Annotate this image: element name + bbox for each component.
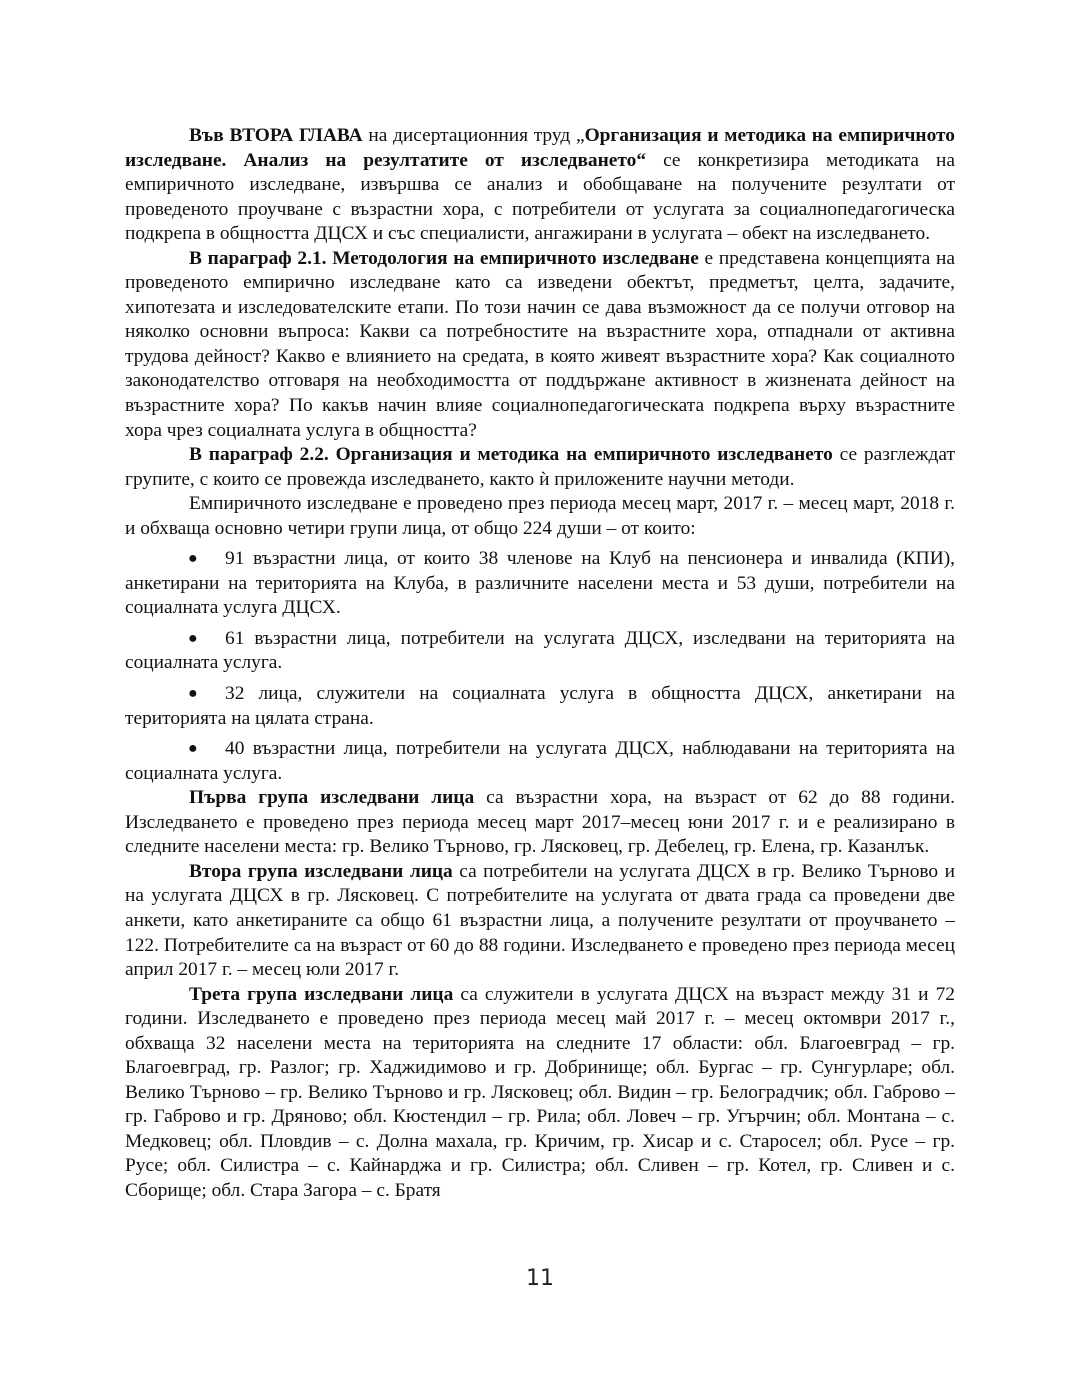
dissertation-chapter-title: Организация и методика на емпиричното изследване. Анализ на резултатите от изследването“ [125,125,955,171]
list-item: ● 40 възрастни лица, потребители на услугата ДЦСХ, наблюдавани на територията на социалната услуга. [125,738,955,784]
bullet-icon: ● [188,685,198,703]
third-group-heading: Трета група изследвани лица [189,983,454,1005]
first-group-heading: Първа група изследвани лица [189,787,475,809]
chapter-lead: Във ВТОРА ГЛАВА [189,125,363,146]
paragraph-second-group: Втора група изследвани лица са потребители на услугата ДЦСХ в гр. Велико Търново и на услугата ДЦСХ в гр. Лясковец. С потребителите на услугата от двата града са проведени две анкети, като анкетираните са общо 61 възрастни лица, а получените резултати от проучването – 122. Потребителите са на възраст от 60 до 88 години. Изследването е проведено през периода месец април 2017 г. – месец юли 2017 г. [125,860,955,981]
second-group-heading: Втора група изследвани лица [189,860,453,882]
paragraph-section-2-1: В параграф 2.1. Методология на емпиричното изследване е представена концепцията на проведеното емпирично изследване като са изведени обектът, предметът, целта, задачите, хипотезата и изследователските етапи. По този начин се дава възможност да се получи отговор на няколко основни въпроса: Какви са потребностите на възрастните хора, отпаднали от активна трудова дейност? Какво е влиянието на средата, в която живеят възрастните хора? Как социалното законодателство отговаря на необходимостта от поддържане активност в жизнената дейност на възрастните хора? По какъв начин влияе социалнопедагогическата подкрепа върху възрастните хора чрез социалната услуга в общността? [125,247,955,441]
bullet-icon: ● [188,740,198,758]
bullet-icon: ● [188,629,198,647]
list-item: ● 91 възрастни лица, от които 38 членове на Клуб на пенсионера и инвалида (КПИ), анкетирани на територията на Клуба, в различните населени места и 53 души, потребители на социалната услуга ДЦСХ. [125,548,955,619]
section-2-1-heading: В параграф 2.1. Методология на емпиричното изследване [189,247,699,269]
list-item: ● 61 възрастни лица, потребители на услугата ДЦСХ, изследвани на територията на социалната услуга. [125,627,955,674]
paragraph-chapter-two: Във ВТОРА ГЛАВА на дисертационния труд „Организация и методика на емпиричното изследване. Анализ на резултатите от изследването“ се конкретизира методиката на емпиричното изследване, извършва се анализ и обобщаване на получените резултати от проведеното проучване с възрастни хора, с потребители от услугата за социалнопедагогическа подкрепа в общността ДЦСХ и със специалисти, ангажирани в услугата – обект на изследването. [125,125,955,245]
page-number: 11 [526,1266,554,1291]
paragraph-first-group: Първа група изследвани лица са възрастни хора, на възраст от 62 до 88 години. Изследването е проведено през периода месец март 2017–месец юни 2017 г. и е реализирано в следните населени места: гр. Велико Търново, гр. Лясковец, гр. Дебелец, гр. Елена, гр. Казанлък. [125,787,955,858]
paragraph-study-period: Емпиричното изследване е проведено през периода месец март, 2017 г. – месец март, 2018 г. и обхваща основно четири групи лица, от общо 224 души – от които: [125,493,955,539]
list-item: ● 32 лица, служители на социалната услуга в общността ДЦСХ, анкетирани на територията на цялата страна. [125,683,955,729]
paragraph-third-group: Трета група изследвани лица са служители в услугата ДЦСХ на възраст между 31 и 72 години. Изследването е проведено през периода месец май 2017 г. – месец октомври 2017 г., обхваща 32 населени места на територията на следните 17 области: обл. Благоевград – гр. Благоевград, гр. Разлог; гр. Хаджидимово и гр. Добринище; обл. Бургас – гр. Сунгурларе; обл. Велико Търново – гр. Велико Търново и гр. Лясковец; обл. Видин – гр. Белоградчик; обл. Габрово – гр. Габрово и гр. Дряново; обл. Кюстендил – гр. Рила; обл. Ловеч – гр. Угърчин; обл. Монтана – с. Медковец; обл. Пловдив – с. Долна махала, гр. Кричим, гр. Хисар и с. Старосел; обл. Русе – гр. Русе; обл. Силистра – с. Кайнарджа и гр. Силистра; обл. Сливен – гр. Котел, гр. Сливен и с. Сборище; обл. Стара Загора – с. Братя [125,983,955,1201]
bullet-icon: ● [188,550,198,568]
paragraph-section-2-2: В параграф 2.2. Организация и методика на емпиричното изследването се разглеждат групите, с които се провежда изследването, както ѝ приложените научни методи. [125,444,955,490]
section-2-2-heading: В параграф 2.2. Организация и методика на емпиричното изследването [189,444,833,466]
page-body [125,124,955,1204]
